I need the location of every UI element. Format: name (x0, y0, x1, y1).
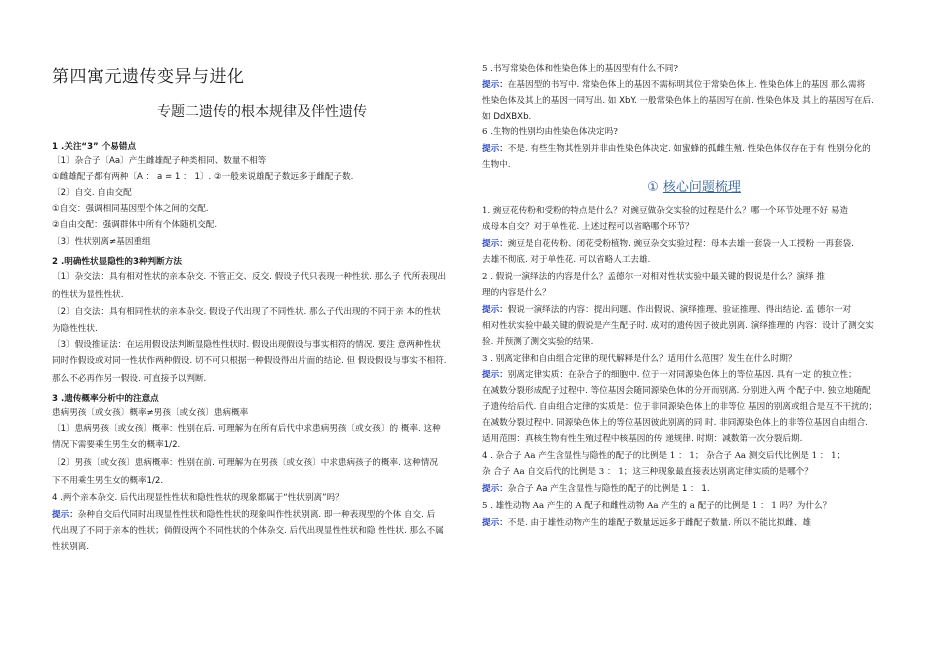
hint-line: 提示：杂种自交后代同时出现显性性状和隐性性状的现象叫作性状别离. 即一种表现型的个体 自交. 后 (52, 510, 436, 520)
text-line: 性状别离. (52, 542, 90, 552)
text-line: 〔3〕性状别离≠基因重组 (52, 237, 151, 247)
text-line: 〔1〕患病男孩〔或女孩〕概率：性别在后. 可理解为在所有后代中求患病男孩〔或女孩〕的 概率. 这种 (52, 424, 441, 434)
text-line: 在减数分裂形成配子过程中. 等位基因会随同源染色体的分开而别离. 分别进入两 个配子中. 独立地随配 (482, 386, 871, 396)
unit-title: 第四寓元遗传变异与进化 (52, 67, 245, 87)
text-line: 杂 合子 Aa 自交后代的比例是 3 ： 1；这三种现象最直接表达别离定律实质的是哪个？ (482, 467, 813, 477)
text-line: 生物中. (482, 160, 511, 170)
hint-line: 提示：假说一演绎法的内容：提出问题、作出假说、演绎推理、验证推理、得出结论. 孟 德尔一对 (482, 305, 852, 315)
text-line: 成母本自交？对于单性花. 上述过程可以省略哪个环节？ (482, 222, 694, 232)
text-line: 的性状为显性性状. (52, 290, 124, 300)
core-question-3: 3 . 别离定律和自由组合定律的现代解释是什么？适用什么范围？发生在什么时期？ (482, 354, 797, 364)
hint-line: 提示：杂合子 Aa 产生含显性与隐性的配子的比例是 1 ： 1. (482, 484, 710, 494)
text-line: 去雄不彻底. 对于单性花. 可以省略人工去雄. (482, 255, 651, 265)
section-1-heading: 1 .关注“3” 个易错点 (52, 142, 137, 152)
section-3-heading: 3 .遗传概率分析中的注意点 (52, 394, 159, 404)
hint-label: 提示： (482, 80, 508, 90)
hint-line: 提示：豌豆是自花传粉、闭花受粉植物. 豌豆杂交实验过程：母本去雄一套袋一人工授粉 一再套袋. (482, 239, 854, 249)
hint-label: 提示： (482, 370, 508, 380)
text-line: 为隐性性状. (52, 324, 98, 334)
hint-label: 提示： (482, 305, 508, 315)
text-line: 患病男孩〔或女孩〕概率≠男孩〔或女孩〕患病概率 (52, 408, 249, 418)
question-6: 6 .生物的性别均由性染色体决定吗? (482, 127, 618, 137)
core-section-text: 核心问题梳理 (662, 180, 741, 195)
text-line: ②自由交配：强调群体中所有个体随机交配. (52, 220, 218, 230)
hint-label: 提示： (52, 510, 78, 520)
text-line: 相对性状实验中最关键的假说是产生配子时. 成对的遗传因子彼此别离. 演绎推理的 内容：设计了测交实 (482, 321, 874, 331)
hint-label: 提示： (482, 484, 508, 494)
core-section-title (482, 176, 906, 195)
text-line: ①雌雄配子都有两种〔A ： a = 1 ： 1〕. ②一般来说雄配子数远多于雌配子数. (52, 172, 354, 182)
core-question-4: 4 . 杂合子 Aa 产生含显性与隐性的配子的比例是 1 ： 1； 杂合子 Aa 测交后代比例是 1 ： 1； (482, 451, 846, 461)
hint-line: 提示：在基因型的书写中. 常染色体上的基因不需标明其位于常染色体上. 性染色体上的基因 那么需将 (482, 80, 866, 90)
text-line: ①自交：强调相同基因型个体之间的交配. (52, 204, 209, 214)
text-line: 验. 并预测了测交实验的结果. (482, 337, 594, 347)
text-line: 情况下需要乘生男生女的概率1/2. (52, 440, 181, 450)
topic-title: 专题二遗传的根本规律及伴性遗传 (157, 104, 367, 120)
question-5: 5 .书写常染色体和性染色体上的基因型有什么不同? (482, 64, 679, 74)
text-line: 那么不必再作另一假设. 可直接予以判断. (52, 374, 207, 384)
hint-label: 提示： (482, 518, 508, 528)
core-question-2: 2 . 假说一演绎法的内容是什么？孟德尔一对相对性状实验中最关键的假说是什么？演绎 推 (482, 272, 825, 282)
text-line: 理的内容是什么？ (482, 288, 551, 298)
circled-number: ① (647, 180, 659, 195)
text-line: 〔1〕杂合子〔Aa〕产生雌雄配子种类相同、数量不相等 (52, 156, 267, 166)
text-line: 代出现了不同于亲本的性状；倘假设两个不同性状的个体杂交. 后代出现显性性状和隐 性性状. 那么不属 (52, 526, 444, 536)
question-4: 4 .两个亲本杂交. 后代出现显性性状和隐性性状的现象都属于“性状别离”吗？ (52, 493, 344, 503)
hint-line: 提示：不是. 有些生物其性别并非由性染色体决定. 如蜜蜂的孤雌生殖. 性染色体仅存在于有 性别分化的 (482, 144, 871, 154)
text-line: 子遗传给后代. 自由组合定律的实质是：位于非同源染色体上的非等位 基因的别离或组合是互不干扰的； (482, 402, 877, 412)
hint-label: 提示： (482, 239, 508, 249)
text-line: 〔3〕假设推证法：在运用假设法判断显隐性性状时. 假设出现假设与事实相符的情况. 要注 意两种性状 (52, 340, 441, 350)
hint-line: 提示：不是. 由于雄性动物产生的雄配子数量远远多于雌配子数量. 所以不能比拟雌、雄 (482, 518, 811, 528)
text-line: 适用范围：真核生物有性生殖过程中核基因的传 递规律. 时期：减数第一次分裂后期. (482, 434, 803, 444)
text-line: 〔1〕杂交法：具有相对性状的亲本杂交. 不管正交、反交. 假设子代只表现一种性状. 那么子 代所表现出 (52, 272, 447, 282)
text-line: 如 DdXBXb. (482, 112, 532, 122)
text-line: 在减数分裂过程中. 同源染色体上的等位基因彼此别离的同 时. 非同源染色体上的非等位基因自由组合. (482, 418, 868, 428)
hint-label: 提示： (482, 144, 508, 154)
section-2-heading: 2 .明确性状显隐性的3种判断方法 (52, 257, 182, 267)
core-question-1: 1. 豌豆花传粉和受粉的特点是什么？对豌豆做杂交实验的过程是什么？哪一个环节处理不好 易造 (482, 206, 849, 216)
text-line: 性染色体及其上的基因一同写出. 如 XbY. 一般常染色体上的基因写在前. 性染色体及 其上的基因写在后. (482, 96, 874, 106)
core-question-5: 5 . 雄性动物 Aa 产生的 A 配子和雌性动物 Aa 产生的 a 配子的比例是 1 ： 1 吗？为什么？ (482, 501, 832, 511)
text-line: 〔2〕自交法：具有相同性状的亲本杂交. 假设子代出现了不同性状. 那么子代出现的不同于亲 本的性状 (52, 307, 441, 317)
hint-line: 提示：别离定律实质：在杂合子的细胞中. 位于一对同源染色体上的等位基因. 具有一定 的独立性； (482, 370, 857, 380)
text-line: 〔2〕自交. 自由交配 (52, 188, 132, 198)
text-line: 下不用乘生男生女的概率1/2. (52, 476, 164, 486)
text-line: 同时作假设或对同一性状作两种假设. 切不可只根据一种假设得出片面的结论. 但 假设假设与事实不相符. (52, 356, 447, 366)
text-line: 〔2〕男孩〔或女孩〕患病概率：性别在前. 可理解为在男孩〔或女孩〕中求患病孩子的概率. 这种情况 (52, 458, 438, 468)
